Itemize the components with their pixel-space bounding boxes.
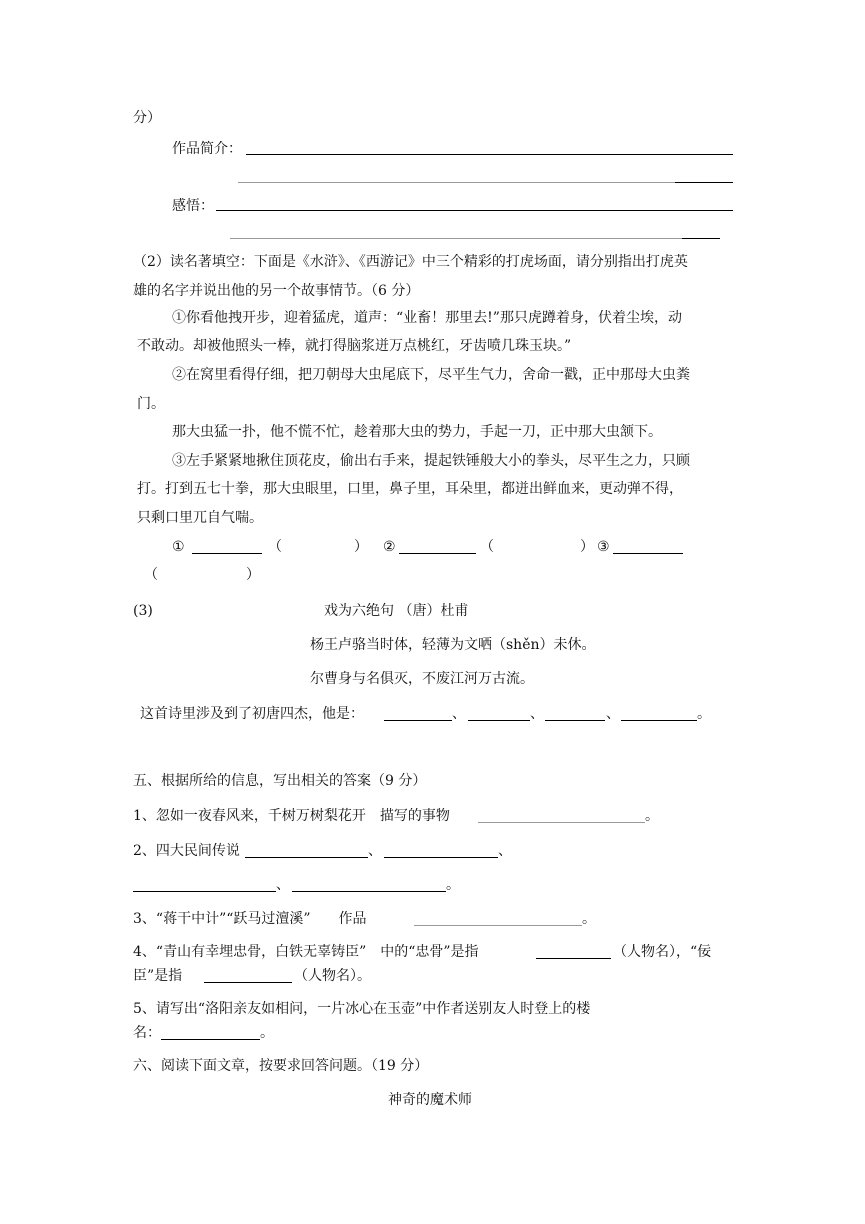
s5-q5-blank[interactable] [161, 1039, 260, 1040]
work-intro-blank-2-end[interactable] [675, 182, 733, 183]
s5-q5-end: 。 [260, 1025, 274, 1041]
s5-q1-blank[interactable] [478, 822, 645, 823]
q2-answer-1-blank[interactable] [192, 553, 262, 554]
work-intro-blank[interactable] [246, 154, 733, 155]
q2-answer-1-marker: ① [172, 539, 185, 555]
s5-q2-blank-4[interactable] [292, 891, 446, 892]
s5-q2-sep-2: 、 [498, 843, 512, 859]
q3-sep-3: 、 [606, 706, 620, 722]
q2-passage-1b: 不敢动。却被他照头一棒，就打得脑浆迸万点桃红，牙齿喷几珠玉块。” [137, 338, 572, 354]
q3-blank-2[interactable] [468, 720, 530, 721]
insight-blank-2[interactable] [230, 238, 682, 239]
q2-answer-3-blank[interactable] [613, 553, 683, 554]
q3-sep-2: 、 [530, 706, 544, 722]
q2-passage-1a: ①你看他拽开步，迎着猛虎，道声：“业畜！那里去!”那只虎蹲着身，伏着尘埃，动 [172, 310, 682, 326]
section-5-title: 五、根据所给的信息，写出相关的答案（9 分） [133, 773, 427, 789]
s5-q5-text-2: 名： [133, 1025, 161, 1041]
s5-q2-sep-3: 、 [276, 877, 290, 893]
poem-verse-1: 杨王卢骆当时体，轻薄为文哂（shěn）未休。 [310, 637, 596, 653]
s5-q3-blank[interactable] [414, 925, 582, 926]
s5-q4-text-2: （人物名），“佞 [613, 944, 712, 960]
s5-q4-text: 4、“青山有幸埋忠骨，白铁无辜铸臣” 中的“忠骨”是指 [133, 944, 479, 960]
q3-blank-3[interactable] [545, 720, 605, 721]
continued-score-text: 分） [133, 110, 161, 126]
section-6-title: 六、阅读下面文章，按要求回答问题。（19 分） [133, 1058, 429, 1074]
s5-q1-end: 。 [645, 808, 659, 824]
q2-answer-1-open: （ [268, 539, 282, 555]
poem-title: 戏为六绝句 （唐）杜甫 [324, 603, 469, 619]
s5-q4-blank-2[interactable] [204, 982, 292, 983]
q2-answer-2-marker: ② [383, 539, 396, 555]
q2-answer-2-close: ） [580, 539, 594, 555]
q3-blank-4[interactable] [621, 720, 697, 721]
work-intro-label: 作品简介： [172, 141, 242, 157]
q3-number: (3) [133, 603, 153, 619]
s5-q4-blank-1[interactable] [536, 958, 611, 959]
article-title: 神奇的魔术师 [388, 1092, 472, 1108]
q2-answer-3-open: （ [144, 567, 158, 583]
insight-label: 感悟： [172, 198, 214, 214]
q2-line-2: 雄的名字并说出他的另一个故事情节。（6 分） [133, 283, 420, 299]
s5-q3-text: 3、“蒋干中计”“跃马过澶溪” 作品 [133, 911, 367, 927]
q2-line-1: （2）读名著填空：下面是《水浒》、《西游记》中三个精彩的打虎场面，请分别指出打虎英 [133, 254, 688, 270]
s5-q4-text-4: （人物名）。 [294, 968, 371, 984]
s5-q2-text: 2、四大民间传说 [133, 843, 240, 859]
q3-sep-1: 、 [452, 706, 466, 722]
s5-q2-end: 。 [446, 877, 460, 893]
q2-passage-3c: 只剩口里兀自气喘。 [137, 510, 263, 526]
q3-blank-1[interactable] [384, 720, 452, 721]
work-intro-blank-2[interactable] [238, 182, 675, 183]
s5-q4-text-3: 臣”是指 [133, 968, 183, 984]
insight-blank-2-end[interactable] [682, 238, 720, 239]
q2-passage-2c: 那大虫猛一扑，他不慌不忙，趁着那大虫的势力，手起一刀，正中那大虫颔下。 [172, 424, 662, 440]
q3-end: 。 [697, 706, 711, 722]
q2-answer-3-marker: ③ [597, 539, 610, 555]
q2-passage-3a: ③左手紧紧地揪住顶花皮，偷出右手来，提起铁锤般大小的拳头，尽平生之力，只顾 [172, 453, 690, 469]
q2-answer-3-close: ） [246, 567, 260, 583]
q2-passage-2a: ②在窝里看得仔细，把刀朝母大虫尾底下，尽平生气力，舍命一戳，正中那母大虫粪 [172, 367, 690, 383]
q2-answer-2-blank[interactable] [399, 553, 476, 554]
s5-q2-blank-3[interactable] [133, 891, 276, 892]
s5-q2-blank-1[interactable] [245, 857, 368, 858]
s5-q5-text: 5、请写出“洛阳亲友如相问，一片冰心在玉壶”中作者送别友人时登上的楼 [133, 1001, 591, 1017]
s5-q2-blank-2[interactable] [384, 857, 498, 858]
q2-passage-2b: 门。 [137, 396, 165, 412]
q3-question: 这首诗里涉及到了初唐四杰，他是： [140, 706, 364, 722]
insight-blank[interactable] [216, 210, 733, 211]
s5-q1-text: 1、忽如一夜春风来，千树万树梨花开 描写的事物 [133, 808, 450, 824]
q2-answer-2-open: （ [480, 539, 494, 555]
poem-verse-2: 尔曹身与名俱灭，不废江河万古流。 [310, 671, 534, 687]
q2-passage-3b: 打。打到五七十拳，那大虫眼里，口里，鼻子里，耳朵里，都迸出鲜血来，更动弹不得， [137, 481, 683, 497]
s5-q3-end: 。 [582, 911, 596, 927]
s5-q2-sep-1: 、 [368, 843, 382, 859]
q2-answer-1-close: ） [354, 539, 368, 555]
